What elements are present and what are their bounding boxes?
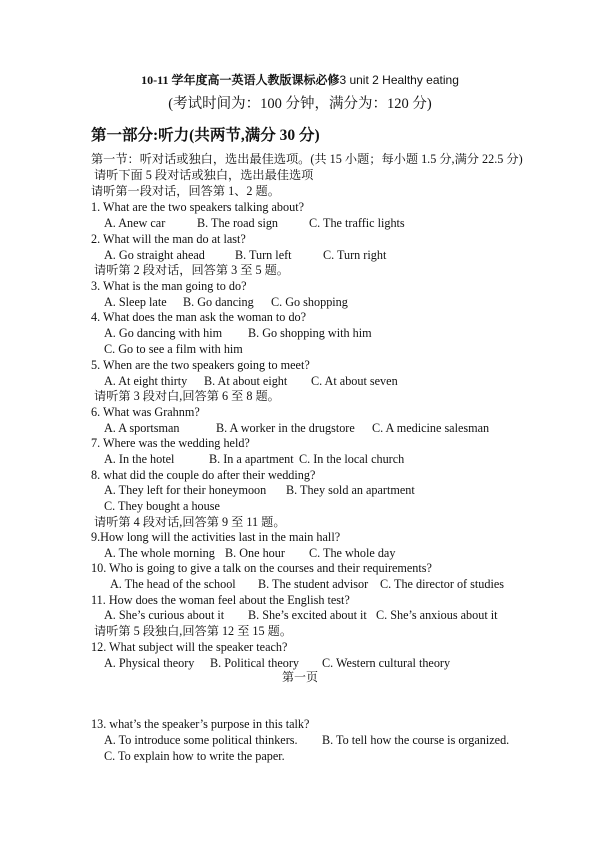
q4-option-b: B. Go shopping with him [248, 326, 372, 340]
question-8: 8. what did the couple do after their wedding? [91, 468, 316, 482]
question-6: 6. What was Grahnm? [91, 405, 200, 419]
part1-subinstruction: 请听下面 5 段对话或独白，选出最佳选项 [94, 168, 314, 182]
q7-option-a: A. In the hotel [104, 452, 175, 466]
q7-option-b: B. In a apartment [209, 452, 294, 466]
q2-option-c: C. Turn right [323, 248, 387, 262]
title-prefix: 10-11 学年度高一英语人教版课标必修 [141, 73, 340, 87]
q2-option-a: A. Go straight ahead [104, 248, 205, 262]
q6-option-c: C. A medicine salesman [372, 421, 490, 435]
q11-option-a: A. She’s curious about it [104, 608, 225, 622]
q5-option-c: C. At about seven [311, 374, 398, 388]
q9-option-c: C. The whole day [309, 546, 396, 560]
question-2: 2. What will the man do at last? [91, 232, 246, 246]
question-10: 10. Who is going to give a talk on the courses and their requirements? [91, 561, 432, 575]
dialog2-instruction: 请听第 2 段对话，回答第 3 至 5 题。 [94, 263, 289, 277]
q11-option-c: C. She’s anxious about it [376, 608, 498, 622]
question-7: 7. Where was the wedding held? [91, 436, 250, 450]
dialog5-instruction: 请听第 5 段独白,回答第 12 至 15 题。 [94, 624, 293, 638]
q12-option-b: B. Political theory [210, 656, 300, 670]
q10-option-b: B. The student advisor [258, 577, 369, 591]
part1-instruction: 第一节：听对话或独白，选出最佳选项。(共 15 小题；每小题 1.5 分,满分 22.5 分) [91, 152, 523, 166]
question-5: 5. When are the two speakers going to meet? [91, 358, 310, 372]
q13-option-a: A. To introduce some political thinkers. [104, 733, 298, 747]
q2-option-b: B. Turn left [235, 248, 292, 262]
question-4: 4. What does the man ask the woman to do? [91, 310, 307, 324]
q3-option-c: C. Go shopping [271, 295, 348, 309]
page-label: 第一页 [281, 670, 318, 684]
dialog4-instruction: 请听第 4 段对话,回答第 9 至 11 题。 [94, 515, 286, 529]
q8-option-a: A. They left for their honeymoon [104, 483, 267, 497]
q4-option-c: C. Go to see a film with him [104, 342, 243, 356]
q5-option-b: B. At about eight [204, 374, 288, 388]
section-heading: 第一部分:听力(共两节,满分 30 分) [91, 127, 320, 144]
q8-option-b: B. They sold an apartment [286, 483, 415, 497]
title-suffix: 3 unit 2 Healthy eating [339, 73, 459, 87]
dialog1-instruction: 请听第一段对话，回答第 1、2 题。 [91, 184, 280, 198]
q10-option-a: A. The head of the school [110, 577, 236, 591]
q12-option-a: A. Physical theory [104, 656, 195, 670]
q3-option-b: B. Go dancing [183, 295, 254, 309]
q4-option-a: A. Go dancing with him [104, 326, 223, 340]
document-title [0, 74, 600, 86]
q3-option-a: A. Sleep late [104, 295, 167, 309]
q6-option-a: A. A sportsman [104, 421, 180, 435]
q8-option-c: C. They bought a house [104, 499, 220, 513]
question-11: 11. How does the woman feel about the English test? [91, 593, 350, 607]
question-3: 3. What is the man going to do? [91, 279, 247, 293]
q11-option-b: B. She’s excited about it [248, 608, 367, 622]
q1-option-c: C. The traffic lights [309, 216, 405, 230]
q1-option-b: B. The road sign [197, 216, 279, 230]
question-13: 13. what’s the speaker’s purpose in this talk? [91, 717, 310, 731]
question-9: 9.How long will the activities last in the main hall? [91, 530, 341, 544]
q13-option-c: C. To explain how to write the paper. [104, 749, 285, 763]
q12-option-c: C. Western cultural theory [322, 656, 451, 670]
q7-option-c: C. In the local church [299, 452, 405, 466]
question-12: 12. What subject will the speaker teach? [91, 640, 288, 654]
q10-option-c: C. The director of studies [380, 577, 504, 591]
question-1: 1. What are the two speakers talking about? [91, 200, 304, 214]
q5-option-a: A. At eight thirty [104, 374, 188, 388]
dialog3-instruction: 请听第 3 段对白,回答第 6 至 8 题。 [94, 389, 280, 403]
q6-option-b: B. A worker in the drugstore [216, 421, 355, 435]
q13-option-b: B. To tell how the course is organized. [322, 733, 510, 747]
exam-info: (考试时间为：100 分钟，满分为：120 分) [168, 96, 432, 112]
q1-option-a: A. Anew car [104, 216, 166, 230]
q9-option-a: A. The whole morning [104, 546, 215, 560]
q9-option-b: B. One hour [225, 546, 285, 560]
